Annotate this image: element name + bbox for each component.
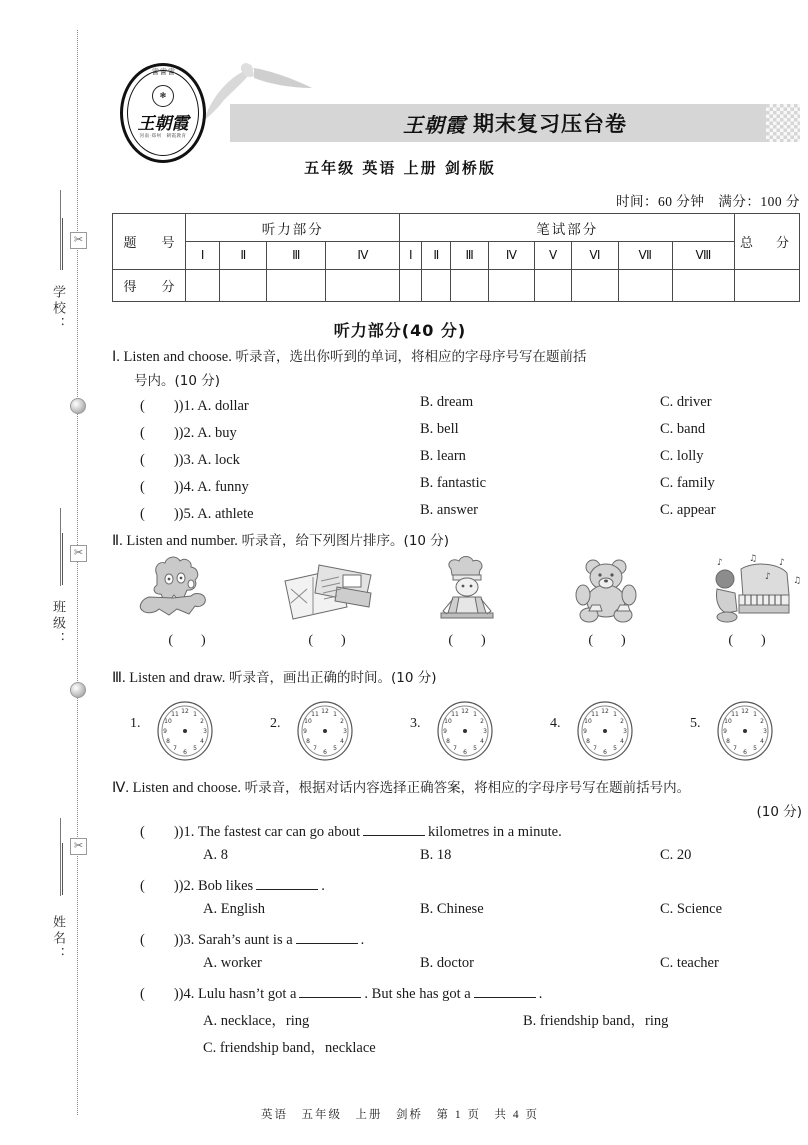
score-table-total-label: 总 分 xyxy=(735,214,800,270)
option-c[interactable]: C. Science xyxy=(660,901,723,917)
section-4-question-2-options xyxy=(140,901,800,928)
stem-pre: Sarah’s aunt is a xyxy=(198,932,293,948)
option-b[interactable]: B. friendship band，ring xyxy=(523,1013,669,1029)
section-2-zh: 听录音，给下列图片排序。(10 分) xyxy=(241,533,450,549)
name-write-line xyxy=(62,843,63,895)
section-4-question-1-stem xyxy=(140,820,800,847)
q3-stem xyxy=(140,928,364,949)
stem-pre: Lulu hasn’t got a xyxy=(198,986,297,1002)
section-1-heading-line2 xyxy=(112,369,802,393)
field-name-label: 姓名： xyxy=(50,915,65,963)
answer-paren[interactable]: ( ) xyxy=(140,398,179,414)
section-4-question-4-options-row2 xyxy=(140,1036,800,1063)
score-table-group-written: 笔试部分 xyxy=(400,214,735,242)
option-a[interactable]: A. worker xyxy=(203,955,262,971)
svg-text:9: 9 xyxy=(583,728,587,735)
clock-number: 1. xyxy=(130,716,141,731)
stem-post: kilometres in a minute. xyxy=(428,824,562,840)
scissors-icon: ✂ xyxy=(70,545,87,562)
score-col-listening-2: Ⅱ xyxy=(220,242,267,270)
svg-text:8: 8 xyxy=(166,738,170,745)
option-b[interactable]: B. 18 xyxy=(420,847,452,863)
question-number: )3. xyxy=(178,932,195,948)
svg-text:1: 1 xyxy=(613,711,617,718)
section-4-points-text: (10 分) xyxy=(756,804,802,820)
score-col-written-1: Ⅰ xyxy=(400,242,422,270)
score-cell[interactable] xyxy=(488,270,534,302)
section-2-roman: Ⅱ xyxy=(112,533,120,549)
question-number: )1. xyxy=(178,398,195,414)
svg-text:7: 7 xyxy=(313,745,317,752)
question-number: )1. xyxy=(178,824,195,840)
score-cell[interactable] xyxy=(451,270,488,302)
option-a[interactable]: A. English xyxy=(203,901,266,917)
field-school-label: 学校： xyxy=(50,285,65,333)
option-c[interactable]: C. appear xyxy=(660,502,716,518)
svg-text:11: 11 xyxy=(731,711,739,718)
svg-text:7: 7 xyxy=(453,745,457,752)
question-number: )5. xyxy=(178,506,195,522)
binding-hole-icon xyxy=(70,682,86,698)
class-write-line xyxy=(62,533,63,585)
option-group-a[interactable] xyxy=(140,475,249,496)
section-4-zh: 听录音，根据对话内容选择正确答案，将相应的字母序号写在题前括号内。 xyxy=(244,780,691,796)
score-cell[interactable] xyxy=(572,270,618,302)
score-cell[interactable] xyxy=(422,270,451,302)
section-3-roman: Ⅲ xyxy=(112,670,122,686)
section-4-en: . Listen and choose. xyxy=(125,780,245,796)
option-b[interactable]: B. learn xyxy=(420,448,466,464)
option-group-a[interactable] xyxy=(140,394,249,415)
q2-stem xyxy=(140,874,325,895)
svg-text:11: 11 xyxy=(591,711,599,718)
svg-text:10: 10 xyxy=(164,718,172,725)
svg-text:8: 8 xyxy=(586,738,590,745)
svg-text:5: 5 xyxy=(613,745,617,752)
svg-text:5: 5 xyxy=(473,745,477,752)
section-1-question-5 xyxy=(140,502,800,529)
crown-icon: ♕♕♕ xyxy=(151,67,175,78)
svg-text:7: 7 xyxy=(173,745,177,752)
answer-paren[interactable]: ( ) xyxy=(140,479,179,495)
svg-text:10: 10 xyxy=(444,718,452,725)
option-a[interactable]: A. athlete xyxy=(197,506,254,522)
svg-text:3: 3 xyxy=(623,728,627,735)
section-4-roman: Ⅳ xyxy=(112,780,126,796)
svg-text:12: 12 xyxy=(461,708,469,715)
option-b[interactable]: B. bell xyxy=(420,421,459,437)
seal-inner-icon: ❃ xyxy=(152,85,174,107)
answer-paren[interactable]: ( ) xyxy=(140,824,179,840)
option-b[interactable]: B. Chinese xyxy=(420,901,484,917)
svg-text:♪: ♪ xyxy=(779,558,785,568)
svg-text:12: 12 xyxy=(601,708,609,715)
svg-text:6: 6 xyxy=(743,749,747,756)
svg-text:4: 4 xyxy=(760,738,764,745)
banner-title-text: 期末复习压台卷 xyxy=(473,112,627,136)
svg-text:3: 3 xyxy=(343,728,347,735)
scissors-icon: ✂ xyxy=(70,838,87,855)
svg-text:11: 11 xyxy=(311,711,319,718)
score-col-written-6: Ⅵ xyxy=(572,242,618,270)
score-cell[interactable] xyxy=(535,270,572,302)
section-1-en: . Listen and choose. xyxy=(116,349,236,365)
score-table xyxy=(112,213,800,302)
score-col-listening-1: Ⅰ xyxy=(186,242,220,270)
stem-pre: Bob likes xyxy=(198,878,254,894)
svg-text:9: 9 xyxy=(443,728,447,735)
section-1-zh: 听录音，选出你听到的单词，将相应的字母序号写在题前括 xyxy=(235,349,587,365)
svg-text:10: 10 xyxy=(584,718,592,725)
school-write-line xyxy=(62,218,63,270)
option-c[interactable]: C. friendship band，necklace xyxy=(203,1040,376,1056)
section-1-heading xyxy=(112,345,802,369)
svg-text:2: 2 xyxy=(620,718,624,725)
section-4-question-3-stem xyxy=(140,928,800,955)
score-col-listening-4: Ⅳ xyxy=(326,242,400,270)
clock-number: 4. xyxy=(550,716,561,731)
section-1-roman: Ⅰ xyxy=(112,349,117,365)
option-c[interactable]: C. 20 xyxy=(660,847,692,863)
margin-rule-seg-1 xyxy=(60,190,61,270)
score-col-written-2: Ⅱ xyxy=(422,242,451,270)
svg-text:4: 4 xyxy=(340,738,344,745)
option-a[interactable]: A. necklace，ring xyxy=(203,1013,310,1029)
section-4-question-3-options xyxy=(140,955,800,982)
score-table-row-label-number: 题 号 xyxy=(113,214,186,270)
option-b[interactable]: B. fantastic xyxy=(420,475,487,491)
chef-cooking-picture xyxy=(407,553,527,625)
page-title xyxy=(230,104,800,142)
section-2-picture-row xyxy=(112,553,802,648)
svg-text:11: 11 xyxy=(451,711,459,718)
svg-text:12: 12 xyxy=(181,708,189,715)
score-cell[interactable] xyxy=(400,270,422,302)
svg-text:3: 3 xyxy=(763,728,767,735)
svg-text:1: 1 xyxy=(333,711,337,718)
svg-text:9: 9 xyxy=(303,728,307,735)
stem-post: . xyxy=(321,878,325,894)
option-a[interactable]: A. lock xyxy=(197,452,240,468)
svg-text:8: 8 xyxy=(306,738,310,745)
clock-face-4[interactable] xyxy=(574,700,636,767)
svg-text:3: 3 xyxy=(203,728,207,735)
score-cell[interactable] xyxy=(326,270,400,302)
section-1-question-3 xyxy=(140,448,800,475)
picture-answer-paren[interactable]: ( ) xyxy=(588,633,626,648)
svg-text:1: 1 xyxy=(473,711,477,718)
svg-text:7: 7 xyxy=(593,745,597,752)
svg-text:6: 6 xyxy=(463,749,467,756)
option-b[interactable]: B. answer xyxy=(420,502,478,518)
svg-text:4: 4 xyxy=(480,738,484,745)
section-1-question-2 xyxy=(140,421,800,448)
option-c[interactable]: C. family xyxy=(660,475,715,491)
option-a[interactable]: A. dollar xyxy=(197,398,249,414)
svg-text:2: 2 xyxy=(480,718,484,725)
answer-paren[interactable]: ( ) xyxy=(140,425,179,441)
section-4-heading xyxy=(112,776,802,800)
svg-text:8: 8 xyxy=(446,738,450,745)
section-4-question-2-stem xyxy=(140,874,800,901)
score-cell[interactable] xyxy=(267,270,326,302)
svg-text:4: 4 xyxy=(200,738,204,745)
binding-hole-icon xyxy=(70,398,86,414)
question-number: )3. xyxy=(178,452,195,468)
option-group-a[interactable] xyxy=(140,448,240,469)
section-1-question-4 xyxy=(140,475,800,502)
svg-text:6: 6 xyxy=(323,749,327,756)
clock-face-5[interactable] xyxy=(714,700,776,767)
svg-text:5: 5 xyxy=(753,745,757,752)
clock-number: 2. xyxy=(270,716,281,731)
picture-answer-paren[interactable]: ( ) xyxy=(308,633,346,648)
clock-face-3[interactable] xyxy=(434,700,496,767)
answer-paren[interactable]: ( ) xyxy=(140,986,179,1002)
stem-mid: . But she has got a xyxy=(364,986,471,1002)
section-3-heading xyxy=(112,666,802,690)
listening-part-heading: 听力部分(40 分) xyxy=(333,321,467,340)
field-class-label: 班级： xyxy=(50,600,65,648)
exam-meta-line: 时间：60 分钟 满分：100 分 xyxy=(616,194,800,209)
clock-face-2[interactable] xyxy=(294,700,356,767)
brand-logo-text: 王朝霞 xyxy=(137,114,189,134)
clock-number: 5. xyxy=(690,716,701,731)
section-2-en: . Listen and number. xyxy=(119,533,242,549)
answer-blank[interactable] xyxy=(299,986,361,998)
section-3-en: . Listen and draw. xyxy=(122,670,229,686)
question-number: )2. xyxy=(178,878,195,894)
answer-blank[interactable] xyxy=(363,824,425,836)
option-c[interactable]: C. teacher xyxy=(660,955,719,971)
page-footer: 英语 五年级 上册 剑桥 第 1 页 共 4 页 xyxy=(261,1109,539,1121)
picture-answer-paren[interactable]: ( ) xyxy=(448,633,486,648)
brand-logo-seal xyxy=(120,63,206,163)
q1-stem xyxy=(140,820,562,841)
score-col-listening-3: Ⅲ xyxy=(267,242,326,270)
picture-answer-paren[interactable]: ( ) xyxy=(728,633,766,648)
margin-rule-seg-3 xyxy=(60,818,61,896)
question-number: )4. xyxy=(178,479,195,495)
section-1-zh2: 号内。(10 分) xyxy=(134,373,221,389)
svg-text:2: 2 xyxy=(200,718,204,725)
svg-text:5: 5 xyxy=(193,745,197,752)
option-a[interactable]: A. funny xyxy=(197,479,249,495)
svg-text:12: 12 xyxy=(321,708,329,715)
svg-text:10: 10 xyxy=(724,718,732,725)
section-4-question-4-options-row1 xyxy=(140,1009,800,1036)
stem-post: . xyxy=(360,932,365,948)
option-b[interactable]: B. doctor xyxy=(420,955,474,971)
option-a[interactable]: A. 8 xyxy=(203,847,228,863)
table-row-group-header xyxy=(113,214,800,242)
option-b[interactable]: B. dream xyxy=(420,394,474,410)
svg-text:7: 7 xyxy=(733,745,737,752)
brand-logo-subtext: 河南·郑州 朝霞教育 xyxy=(139,133,187,138)
svg-text:12: 12 xyxy=(741,708,749,715)
section-3-zh: 听录音，画出正确的时间。(10 分) xyxy=(228,670,437,686)
title-banner xyxy=(230,104,800,142)
answer-paren[interactable]: ( ) xyxy=(140,878,179,894)
clock-number: 3. xyxy=(410,716,421,731)
svg-text:2: 2 xyxy=(340,718,344,725)
option-a[interactable]: A. buy xyxy=(197,425,237,441)
answer-blank[interactable] xyxy=(256,878,318,890)
answer-blank[interactable] xyxy=(296,932,358,944)
travel-documents-picture xyxy=(267,553,387,625)
section-4-question-4-stem xyxy=(140,982,800,1009)
section-3-clock-row xyxy=(112,700,802,762)
svg-text:3: 3 xyxy=(483,728,487,735)
svg-text:9: 9 xyxy=(163,728,167,735)
stem-post: . xyxy=(538,986,543,1002)
question-number: )4. xyxy=(178,986,195,1002)
svg-text:5: 5 xyxy=(333,745,337,752)
svg-text:10: 10 xyxy=(304,718,312,725)
clock-face-1[interactable] xyxy=(154,700,216,767)
margin-rule-seg-2 xyxy=(60,508,61,586)
option-group-a[interactable] xyxy=(140,421,237,442)
banner-brand-text: 王朝霞 xyxy=(403,112,466,137)
option-c[interactable]: C. lolly xyxy=(660,448,704,464)
table-row-scores xyxy=(113,270,800,302)
score-cell[interactable] xyxy=(618,270,672,302)
answer-blank[interactable] xyxy=(474,986,536,998)
teddy-bear-picture xyxy=(547,553,667,625)
section-1-question-1 xyxy=(140,394,800,421)
section-2-heading xyxy=(112,529,802,553)
section-4-question-1-options xyxy=(140,847,800,874)
svg-text:8: 8 xyxy=(726,738,730,745)
svg-text:9: 9 xyxy=(723,728,727,735)
ghosts-picture xyxy=(127,553,247,625)
picture-answer-paren[interactable]: ( ) xyxy=(168,633,206,648)
score-col-written-3: Ⅲ xyxy=(451,242,488,270)
answer-paren[interactable]: ( ) xyxy=(140,452,179,468)
score-col-written-7: Ⅶ xyxy=(618,242,672,270)
svg-text:11: 11 xyxy=(171,711,179,718)
playing-piano-picture xyxy=(687,553,807,625)
option-group-a[interactable] xyxy=(140,502,254,523)
stem-pre: The fastest car can go about xyxy=(197,824,361,840)
score-cell-total[interactable] xyxy=(735,270,800,302)
svg-text:4: 4 xyxy=(620,738,624,745)
answer-paren[interactable]: ( ) xyxy=(140,506,179,522)
score-col-written-4: Ⅳ xyxy=(488,242,534,270)
score-cell[interactable] xyxy=(220,270,267,302)
scissors-icon: ✂ xyxy=(70,232,87,249)
margin-dotted-rule xyxy=(77,30,78,1115)
score-table-group-listening: 听力部分 xyxy=(186,214,400,242)
option-c[interactable]: C. driver xyxy=(660,394,712,410)
svg-text:1: 1 xyxy=(193,711,197,718)
subject-grade-line: 五年级 英语 上册 剑桥版 xyxy=(304,159,496,177)
question-number: )2. xyxy=(178,425,195,441)
score-cell[interactable] xyxy=(186,270,220,302)
option-c[interactable]: C. band xyxy=(660,421,706,437)
svg-text:♪: ♪ xyxy=(765,572,771,582)
table-row-roman-numerals xyxy=(113,242,800,270)
score-cell[interactable] xyxy=(672,270,734,302)
q4-stem xyxy=(140,982,542,1003)
svg-text:♫: ♫ xyxy=(749,554,758,564)
svg-text:♫: ♫ xyxy=(793,576,802,586)
answer-paren[interactable]: ( ) xyxy=(140,932,179,948)
svg-text:♪: ♪ xyxy=(717,558,723,568)
svg-text:2: 2 xyxy=(760,718,764,725)
score-col-written-5: Ⅴ xyxy=(535,242,572,270)
svg-text:6: 6 xyxy=(603,749,607,756)
score-col-written-8: Ⅷ xyxy=(672,242,734,270)
svg-text:6: 6 xyxy=(183,749,187,756)
score-table-row-label-score: 得 分 xyxy=(113,270,186,302)
svg-text:1: 1 xyxy=(753,711,757,718)
